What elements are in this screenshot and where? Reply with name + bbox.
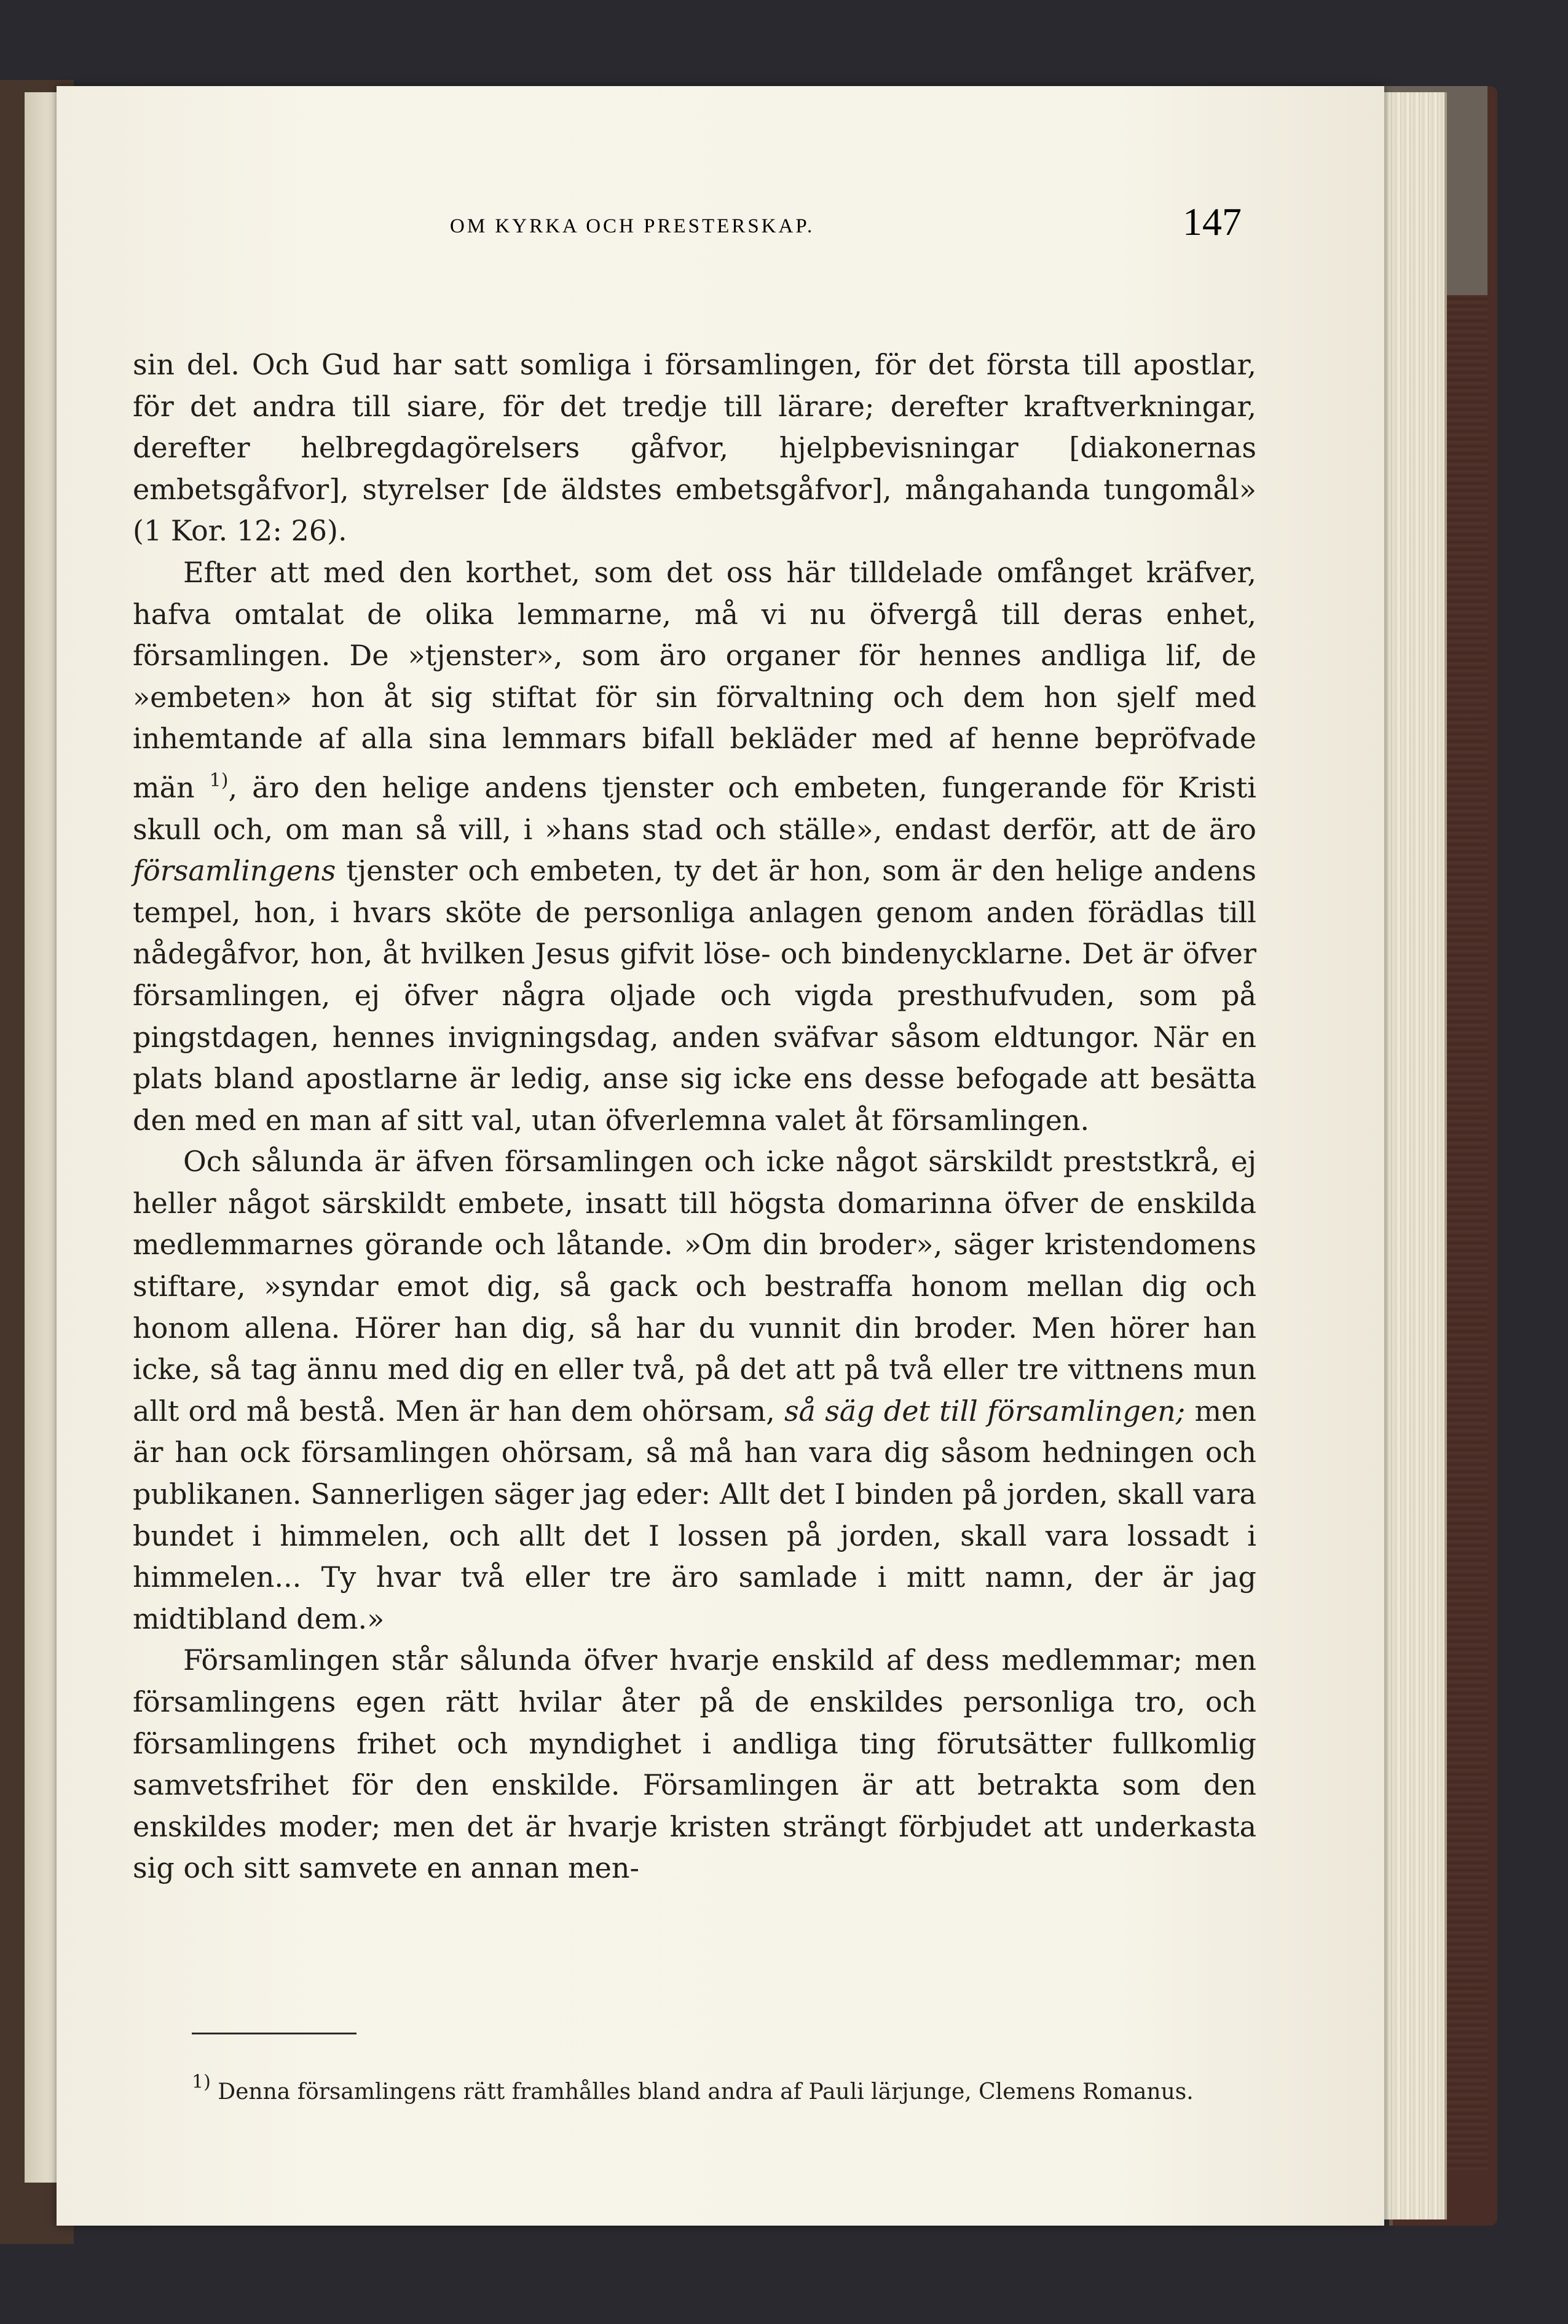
footnote-text: Denna församlingens rätt framhålles bland andra af Pauli lärjunge, Clemens Romanus. xyxy=(218,2079,1194,2105)
page-number: 147 xyxy=(1183,200,1242,243)
paragraph-2-part-a: Efter att med den korthet, som det oss här tilldelade omfånget kräfver, hafva omtalat de olika lemmarne, må vi nu öfvergå till deras enhet, församlingen. De »tjenster», som äro organer för hennes andliga lif, de »embeten» hon åt sig stiftat för sin förvaltning och dem hon sjelf med inhemtande af alla sina lemmars bifall bekläder med af henne bepröfvade män xyxy=(133,555,1256,804)
paragraph-2 xyxy=(133,552,1256,1141)
footnote-rule xyxy=(192,2033,357,2034)
emphasis-forsamlingens: församlingens xyxy=(133,854,336,888)
emphasis-sa-sag: så säg det till församlingen; xyxy=(784,1394,1186,1428)
footnote-mark: 1) xyxy=(192,2071,211,2093)
paragraph-1: sin del. Och Gud har satt somliga i församlingen, för det första till apostlar, för det andra till siare, för det tredje till lärare; derefter kraftverkningar, derefter helbregdagörelsers gåfvor, hjelpbevisningar [diakonernas embetsgåfvor], styrelser [de äldstes embetsgåfvor], mångahanda tungomål» (1 Kor. 12: 26). xyxy=(133,348,1256,548)
paragraph-3-part-a: Och sålunda är äfven församlingen och icke något särskildt preststkrå, ej heller något särskildt embete, insatt till högsta domarinna öfver de enskilda medlemmarnes görande och låtande. »Om din broder», säger kristendomens stiftare, »syndar emot dig, så gack och bestraffa honom mellan dig och honom allena. Hörer han dig, så har du vunnit din broder. Men hörer han icke, så tag ännu med dig en eller två, på det att på två eller tre vittnens mun allt ord må bestå. Men är han dem ohörsam, xyxy=(133,1145,1256,1428)
footnote-reference: 1) xyxy=(209,769,229,791)
running-title: OM KYRKA OCH PRESTERSKAP. xyxy=(450,215,815,237)
body-text xyxy=(133,344,1256,1889)
paragraph-2-part-b: , äro den helige andens tjenster och embeten, fungerande för Kristi skull och, om man så vill, i »hans stad och ställe», endast derför, att de äro xyxy=(133,770,1257,846)
book-page xyxy=(57,86,1384,2226)
paragraph-4: Församlingen står sålunda öfver hvarje enskild af dess medlemmar; men församlingens egen rätt hvilar åter på de enskildes personliga tro, och församlingens frihet och myndighet i andliga ting förutsätter fullkomlig samvetsfrihet för den enskilde. Församlingen är att betrakta som den enskildes moder; men det är hvarje kristen strängt förbjudet att underkasta sig och sitt samvete en annan men- xyxy=(133,1643,1256,1885)
paragraph-3-part-b: men är han ock församlingen ohörsam, så må han vara dig såsom hedningen och publikanen. Sannerligen säger jag eder: Allt det I binden på jorden, skall vara bundet i himmelen, och allt det I lossen på jorden, skall vara lossadt i himmelen... Ty hvar två eller tre äro samlade i mitt namn, der är jag midtibland dem.» xyxy=(133,1394,1257,1635)
paragraph-3 xyxy=(133,1141,1256,1640)
footnote xyxy=(133,2066,1256,2109)
paragraph-2-part-c: tjenster och embeten, ty det är hon, som är den helige andens tempel, hon, i hvars sköte de personliga anlagen genom anden förädlas till nådegåfvor, hon, åt hvilken Jesus gifvit löse- och bindenycklarne. Det är öfver församlingen, ej öfver några oljade och vigda presthufvuden, som på pingstdagen, hennes invigningsdag, anden sväfvar såsom eldtungor. När en plats bland apostlarne är ledig, anse sig icke ens desse befogade att besätta den med en man af sitt val, utan öfverlemna valet åt församlingen. xyxy=(133,854,1256,1137)
